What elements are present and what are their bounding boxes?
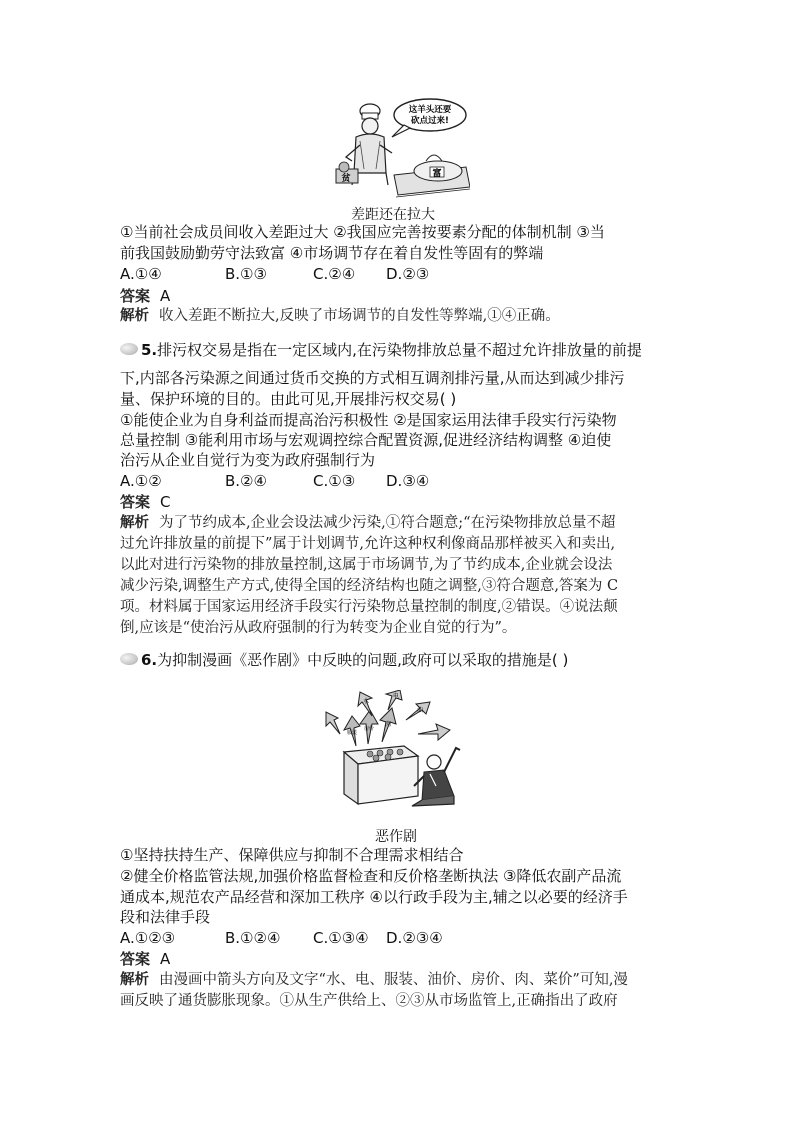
- q4-statement-line-2: 前我国鼓励勤劳守法致富 ④市场调节存在着自发性等固有的弊端: [120, 244, 544, 262]
- q5-analysis-row-1: [120, 513, 616, 533]
- arrow-label-house: 房价: [363, 726, 375, 732]
- q4-option-d[interactable]: D.②③: [386, 265, 430, 283]
- analysis-label: 解析: [120, 308, 149, 324]
- q5-option-c[interactable]: C.①③: [313, 472, 356, 490]
- q6-statement-line-4: 段和法律手段: [120, 908, 211, 926]
- q6-stem-text: 为抑制漫画《恶作剧》中反映的问题,政府可以采取的措施是( ): [157, 651, 569, 669]
- q5-number: 5.: [141, 341, 158, 359]
- q5-stem-line-2: 下,内部各污染源之间通过货币交换的方式相互调剂排污量,从而达到减少排污: [120, 369, 625, 387]
- q6-analysis-row-1: [120, 970, 628, 990]
- q5-analysis-1: 为了节约成本,企业会设法减少污染,①符合题意;“在污染物排放总量不超: [159, 515, 616, 531]
- arrow-label-elec: 电: [392, 693, 400, 700]
- q6-statement-line-3: 通成本,规范农产品经营和深加工秩序 ④以行政手段为主,辅之以必要的经济手: [120, 888, 628, 906]
- q5-analysis-line-4: 减少污染,调整生产方式,使得全国的经济结构也随之调整,③符合题意,答案为 C: [120, 578, 619, 594]
- q6-analysis-line-2: 画反映了通货膨胀现象。①从生产供给上、②③从市场监管上,正确指出了政府: [120, 993, 618, 1009]
- arrow-label-water: 水: [362, 698, 370, 705]
- question-bullet-icon: [120, 653, 138, 665]
- q5-analysis-line-6: 倒,应该是“使治污从政府强制的行为转变为企业自觉的行为”。: [120, 620, 517, 636]
- q6-option-c[interactable]: C.①③④: [313, 929, 369, 947]
- question-bullet-icon: [120, 343, 138, 355]
- q4-analysis-row: [120, 306, 560, 326]
- q6-option-a[interactable]: A.①②③: [120, 929, 176, 947]
- cartoon-inequality: [330, 97, 470, 201]
- q5-option-b[interactable]: B.②④: [225, 472, 267, 490]
- answer-label: 答案: [120, 287, 151, 305]
- q4-option-b[interactable]: B.①③: [225, 265, 267, 283]
- q6-option-b[interactable]: B.①②④: [225, 929, 281, 947]
- q5-stem-line-3: 量、保护环境的目的。由此可见,开展排污权交易( ): [120, 390, 457, 408]
- q6-stem: [120, 650, 568, 670]
- q5-analysis-line-3: 以此对进行污染物的排放量控制,这属于市场调节,为了节约成本,企业就会设法: [120, 557, 613, 573]
- q4-statement-line-1: ①当前社会成员间收入差距过大 ②我国应完善按要素分配的体制机制 ③当: [120, 223, 605, 241]
- q6-caption: 恶作剧: [375, 829, 417, 845]
- analysis-label: 解析: [120, 515, 149, 531]
- q4-caption: 差距还在拉大: [351, 207, 435, 223]
- answer-label: 答案: [120, 493, 151, 511]
- cartoon-prank: [322, 690, 472, 810]
- q5-stem-line-1: [120, 340, 642, 360]
- tag-rich: 富: [432, 169, 442, 179]
- q6-answer: A: [160, 950, 171, 968]
- analysis-label: 解析: [120, 972, 149, 988]
- bubble-text-2: 砍点过来!: [411, 116, 449, 126]
- q6-statement-line-1: ①坚持扶持生产、保障供应与抑制不合理需求相结合: [120, 846, 464, 864]
- q5-statement-line-2: 总量控制 ③能利用市场与宏观调控综合配置资源,促进经济结构调整 ④迫使: [120, 431, 612, 449]
- arrow-label-meat: 肉: [384, 721, 392, 728]
- q5-stem-text-1: 排污权交易是指在一定区域内,在污染物排放总量不超过允许排放量的前提: [157, 341, 642, 359]
- q4-answer-row: [120, 286, 170, 306]
- q6-number: 6.: [141, 651, 158, 669]
- q5-option-a[interactable]: A.①②: [120, 472, 162, 490]
- arrow-label-oil: 油: [416, 707, 424, 714]
- q6-analysis-1: 由漫画中箭头方向及文字“水、电、服装、油价、房价、肉、菜价”可知,漫: [159, 972, 628, 988]
- q6-option-d[interactable]: D.②③④: [386, 929, 443, 947]
- q5-statement-line-1: ①能使企业为自身利益而提高治污积极性 ②是国家运用法律手段实行污染物: [120, 411, 617, 429]
- q6-answer-row: [120, 949, 170, 969]
- q6-statement-line-2: ②健全价格监管法规,加强价格监督检查和反价格垄断执法 ③降低农副产品流: [120, 867, 622, 885]
- q4-option-a[interactable]: A.①④: [120, 265, 162, 283]
- q5-answer: C: [160, 493, 171, 511]
- q4-analysis: 收入差距不断拉大,反映了市场调节的自发性等弊端,①④正确。: [159, 308, 560, 324]
- answer-label: 答案: [120, 950, 151, 968]
- arrow-label-cloth: 服装: [346, 730, 358, 736]
- q5-analysis-line-2: 过允许排放量的前提下”属于计划调节,允许这种权利像商品那样被买入和卖出,: [120, 536, 616, 552]
- bubble-text-1: 这羊头还要: [408, 105, 452, 115]
- q5-analysis-line-5: 项。材料属于国家运用经济手段实行污染物总量控制的制度,②错误。④说法颠: [120, 599, 618, 615]
- q5-statement-line-3: 治污从企业自觉行为变为政府强制行为: [120, 451, 376, 469]
- q5-option-d[interactable]: D.③④: [386, 472, 430, 490]
- q4-answer: A: [160, 287, 171, 305]
- tag-poor: 贫: [341, 174, 351, 184]
- q4-option-c[interactable]: C.②④: [313, 265, 356, 283]
- q5-answer-row: [120, 492, 171, 512]
